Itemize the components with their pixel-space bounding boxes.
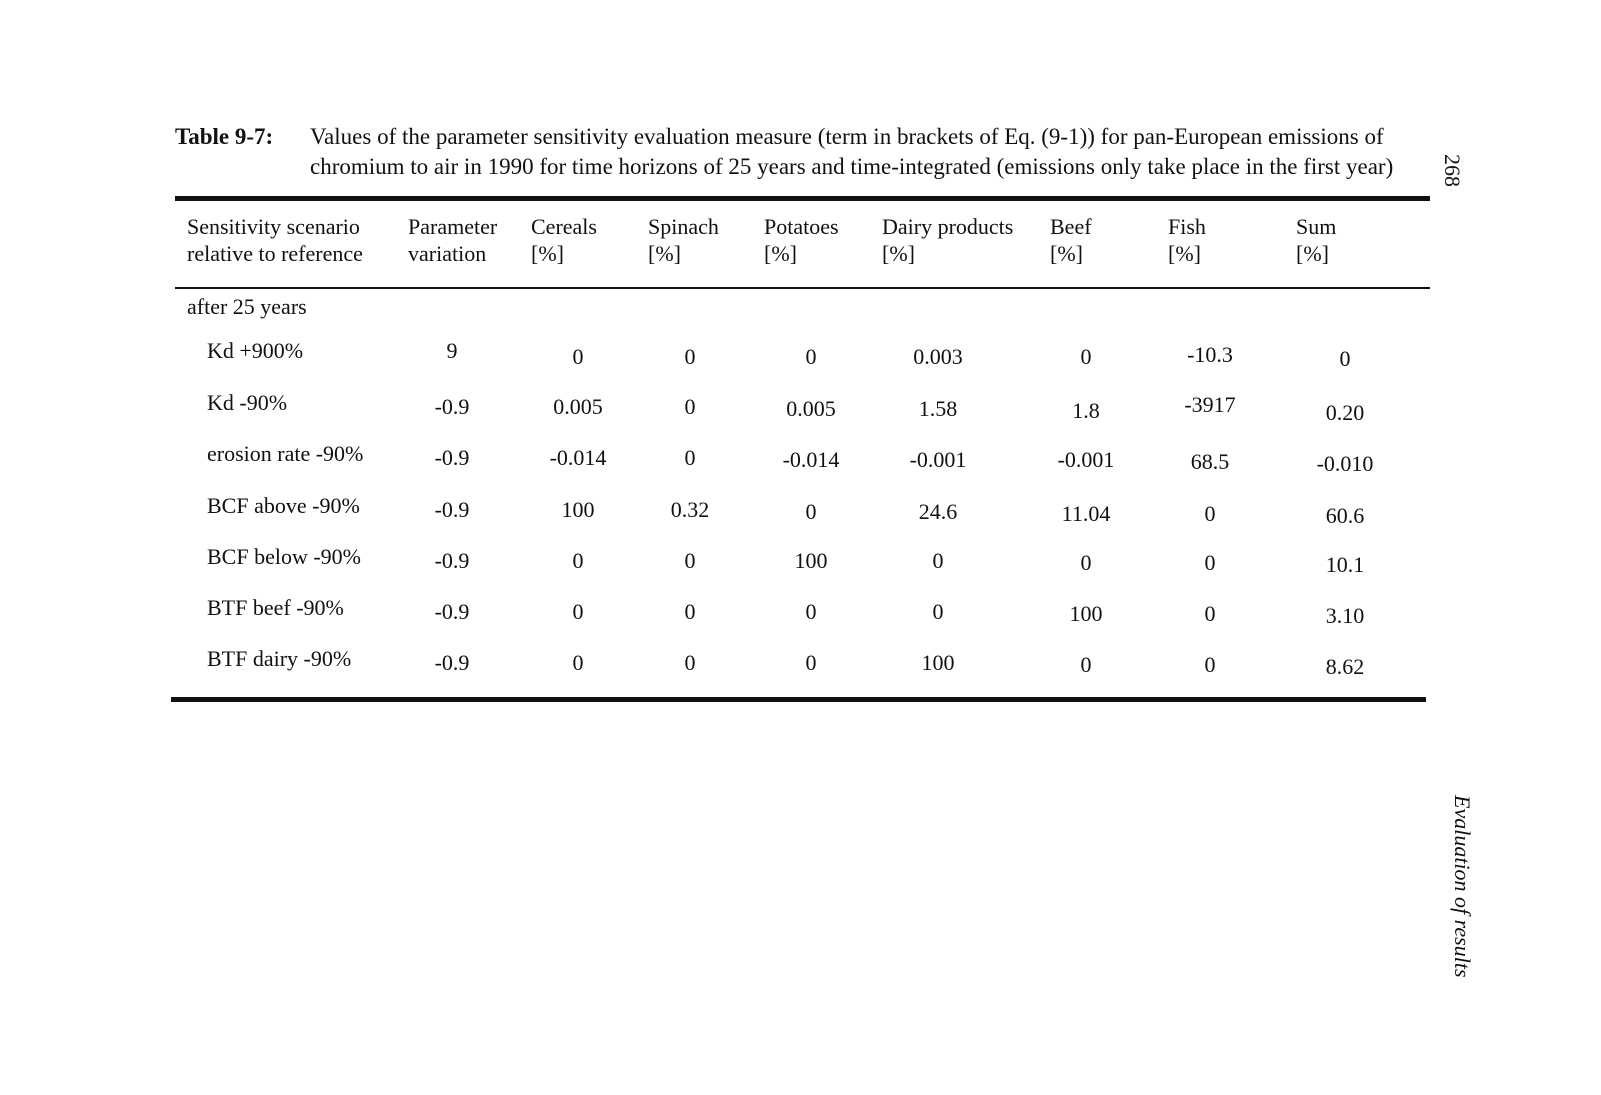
cell-beef: -0.001 (1057, 447, 1115, 472)
table-row (0, 392, 1601, 426)
cell-fish: 0 (1204, 601, 1216, 626)
header-dairy-products: Dairy products [%] (882, 214, 1014, 266)
cell-dairy-products: 0 (932, 599, 944, 624)
cell-cereals: 0 (572, 548, 584, 573)
header-fish: Fish [%] (1168, 214, 1206, 266)
cell-scenario: Kd -90% (207, 390, 288, 415)
cell-sum: 10.1 (1325, 552, 1365, 577)
cell-potatoes: 0 (805, 344, 817, 369)
section-label: after 25 years (187, 294, 307, 319)
cell-scenario: BCF below -90% (207, 544, 361, 569)
cell-potatoes: -0.014 (782, 447, 840, 472)
cell-sum: 0 (1339, 346, 1351, 371)
cell-sum: 8.62 (1325, 654, 1365, 679)
cell-potatoes: 0 (805, 650, 817, 675)
cell-fish: 0 (1204, 501, 1216, 526)
header-potatoes: Potatoes [%] (764, 214, 839, 266)
cell-fish: -10.3 (1187, 342, 1233, 367)
table-row (0, 495, 1601, 529)
header-parameter-variation: Parameter variation (408, 214, 498, 266)
caption-text: Values of the parameter sensitivity evaluation measure (term in brackets of Eq. (9-1)) for pan-European emissions of chromium to air in 1990 for time horizons of 25 years and time-integrated (emissions only take place in the first year) (310, 124, 1394, 179)
cell-cereals: 0 (572, 344, 584, 369)
cell-fish: 68.5 (1190, 449, 1230, 474)
cell-parameter-variation: -0.9 (434, 599, 470, 624)
cell-parameter-variation: -0.9 (434, 548, 470, 573)
table-row (0, 443, 1601, 477)
cell-dairy-products: 0 (932, 548, 944, 573)
caption-label: Table 9-7: (175, 124, 274, 149)
cell-sum: 0.20 (1325, 400, 1365, 425)
cell-spinach: 0 (684, 344, 696, 369)
cell-parameter-variation: -0.9 (434, 650, 470, 675)
cell-cereals: -0.014 (549, 445, 607, 470)
cell-cereals: 0.005 (553, 394, 603, 419)
cell-sum: 3.10 (1325, 603, 1365, 628)
cell-spinach: 0 (684, 548, 696, 573)
cell-spinach: 0 (684, 650, 696, 675)
cell-beef: 0 (1080, 652, 1092, 677)
cell-beef: 1.8 (1072, 398, 1100, 423)
table-caption (175, 122, 1425, 182)
cell-scenario: Kd +900% (207, 338, 304, 363)
cell-cereals: 0 (572, 599, 584, 624)
cell-parameter-variation: -0.9 (434, 394, 470, 419)
cell-spinach: 0 (684, 599, 696, 624)
cell-scenario: BCF above -90% (207, 493, 360, 518)
cell-fish: 0 (1204, 550, 1216, 575)
cell-scenario: erosion rate -90% (207, 441, 364, 466)
cell-cereals: 0 (572, 650, 584, 675)
table-row (0, 648, 1601, 682)
cell-potatoes: 0 (805, 599, 817, 624)
cell-potatoes: 0 (805, 499, 817, 524)
cell-beef: 100 (1069, 601, 1103, 626)
table-row (0, 597, 1601, 631)
header-scenario: Sensitivity scenario relative to reference (187, 214, 363, 266)
cell-beef: 11.04 (1061, 501, 1111, 526)
cell-dairy-products: 100 (921, 650, 955, 675)
cell-dairy-products: 0.003 (913, 344, 963, 369)
cell-beef: 0 (1080, 344, 1092, 369)
table-row (0, 546, 1601, 580)
cell-parameter-variation: -0.9 (434, 497, 470, 522)
header-spinach: Spinach [%] (648, 214, 719, 266)
cell-dairy-products: 24.6 (918, 499, 958, 524)
cell-spinach: 0 (684, 394, 696, 419)
cell-spinach: 0.32 (670, 497, 710, 522)
header-beef: Beef [%] (1050, 214, 1092, 266)
table-row (0, 340, 1601, 374)
table-header-rule (175, 287, 1430, 289)
table-bottom-rule (171, 697, 1426, 702)
cell-spinach: 0 (684, 445, 696, 470)
cell-sum: 60.6 (1325, 503, 1365, 528)
page-number: 268 (1440, 154, 1465, 187)
cell-sum: -0.010 (1316, 451, 1374, 476)
cell-cereals: 100 (561, 497, 595, 522)
cell-fish: 0 (1204, 652, 1216, 677)
header-sum: Sum [%] (1296, 214, 1337, 266)
cell-scenario: BTF dairy -90% (207, 646, 352, 671)
cell-potatoes: 100 (794, 548, 828, 573)
header-cereals: Cereals [%] (531, 214, 597, 266)
cell-dairy-products: -0.001 (909, 447, 967, 472)
cell-fish: -3917 (1184, 392, 1236, 417)
cell-parameter-variation: 9 (446, 338, 458, 363)
cell-potatoes: 0.005 (786, 396, 836, 421)
cell-dairy-products: 1.58 (918, 396, 958, 421)
running-head: Evaluation of results (1450, 795, 1475, 978)
cell-scenario: BTF beef -90% (207, 595, 344, 620)
cell-beef: 0 (1080, 550, 1092, 575)
table-top-rule (175, 196, 1430, 201)
cell-parameter-variation: -0.9 (434, 445, 470, 470)
